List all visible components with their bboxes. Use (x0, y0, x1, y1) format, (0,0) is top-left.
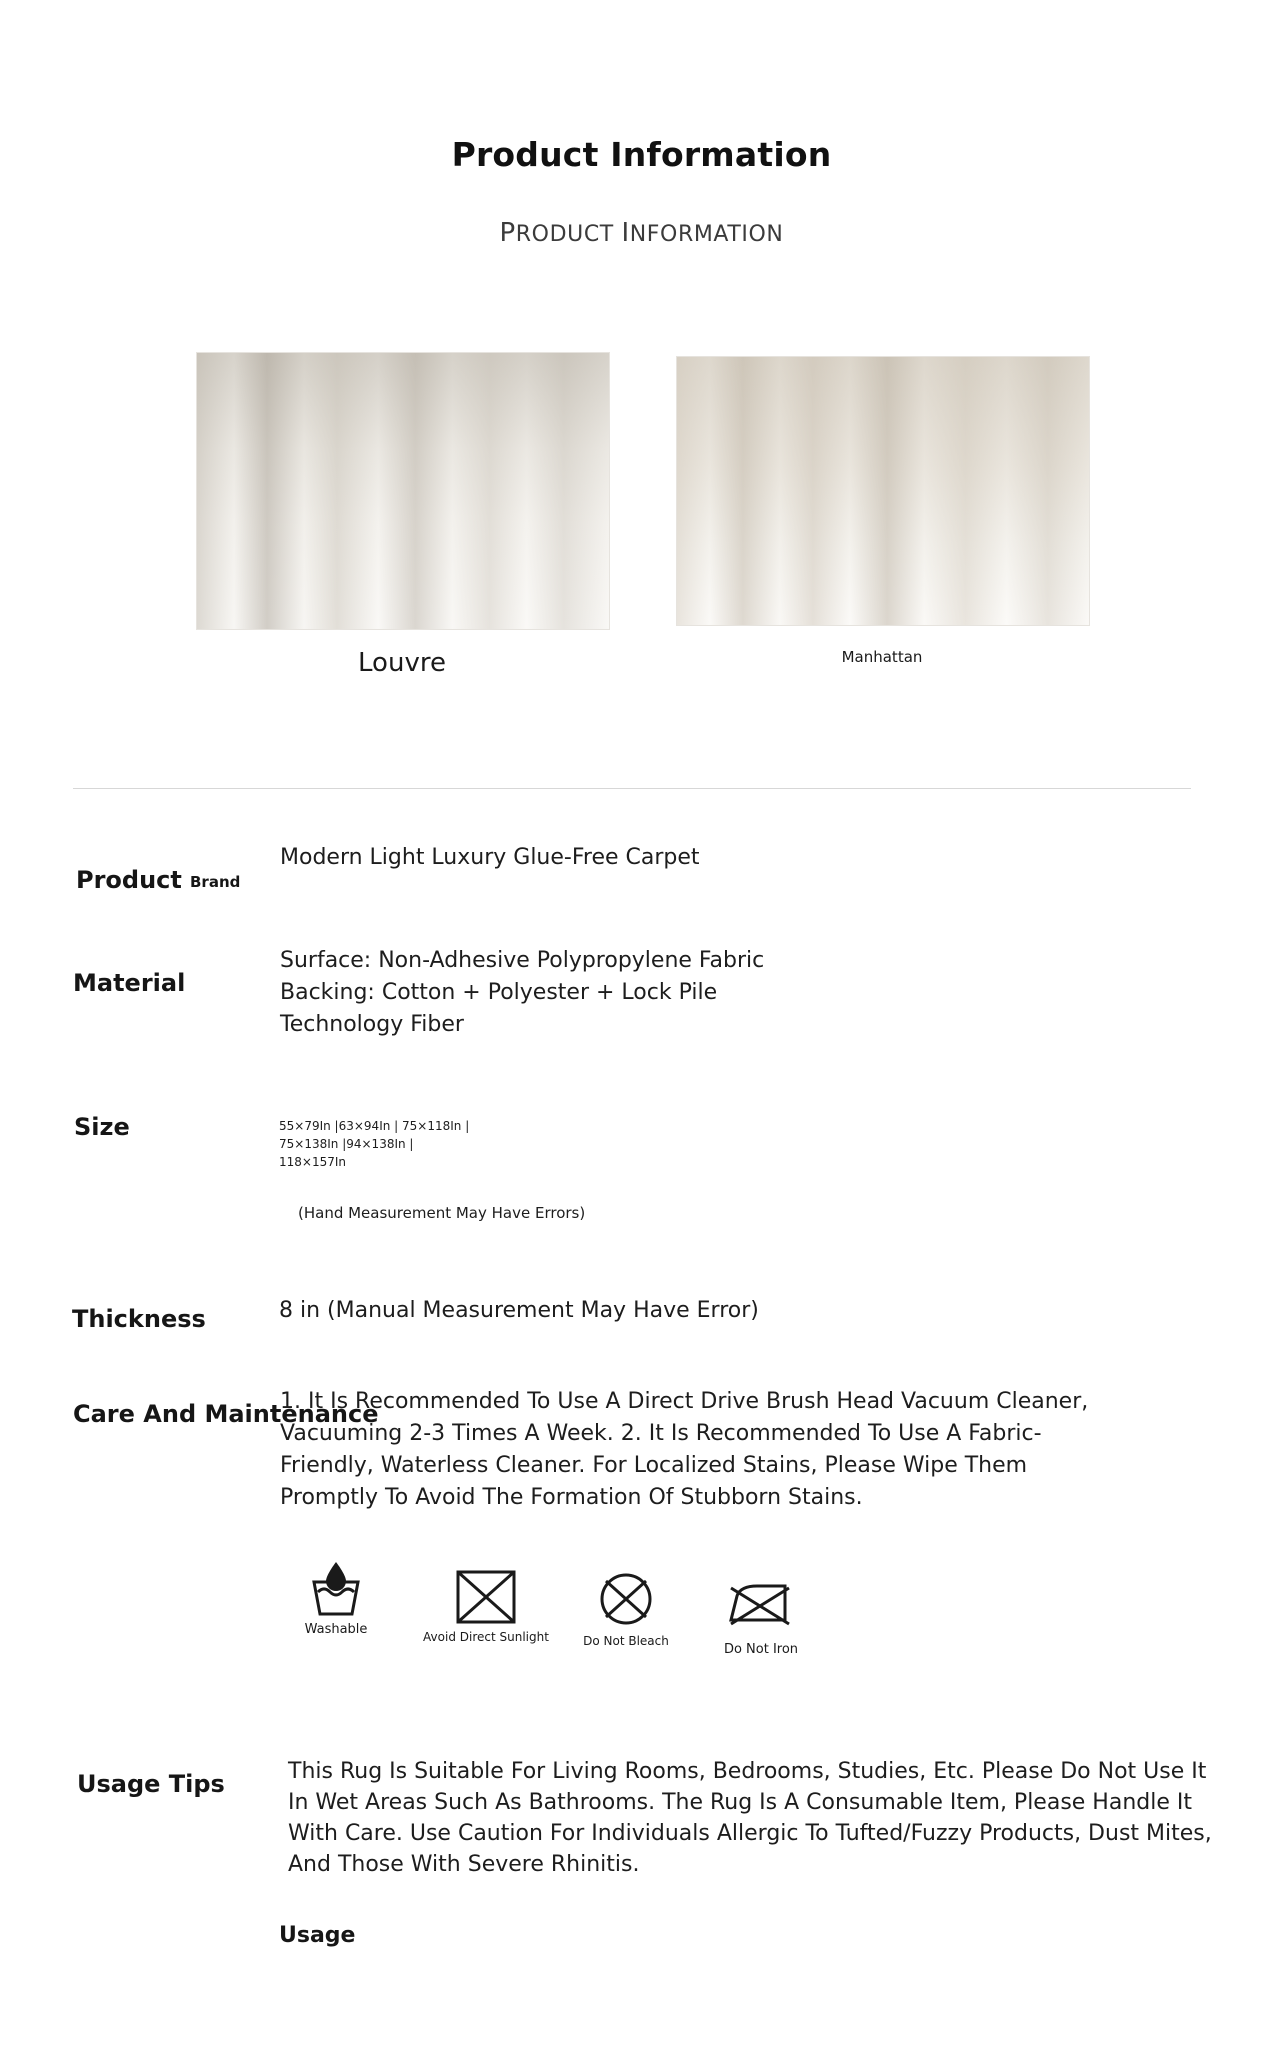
swatch-label-louvre: Louvre (358, 648, 446, 678)
care-icon-washable-label: Washable (304, 1622, 368, 1637)
spec-note-size: (Hand Measurement May Have Errors) (298, 1204, 586, 1222)
spec-label-care: Care And Maintenance (73, 1400, 379, 1428)
spec-label-material: Material (73, 969, 186, 997)
spec-label-brand: Brand (190, 873, 241, 891)
spec-label-usage-tips: Usage Tips (77, 1770, 225, 1798)
care-icon-washable (266, 1558, 406, 1637)
washable-icon (266, 1558, 406, 1622)
care-icon-do-not-iron-label: Do Not Iron (723, 1642, 799, 1657)
subtitle-rest-2: NFORMATION (629, 222, 784, 247)
do-not-bleach-icon (556, 1570, 696, 1634)
subtitle-cap-i: I (621, 218, 630, 248)
swatch-label-manhattan: Manhattan (841, 648, 923, 666)
rug-swatch-louvre (196, 352, 610, 630)
page-title: Product Information (451, 135, 832, 174)
rug-swatch-manhattan (676, 356, 1090, 626)
spec-label-size: Size (74, 1113, 130, 1141)
usage-footer-label: Usage (279, 1923, 356, 1948)
subtitle-cap-p: P (499, 218, 516, 248)
spec-value-thickness: 8 in (Manual Measurement May Have Error) (279, 1298, 759, 1323)
spec-value-size: 55×79In |63×94In | 75×118In | 75×138In |94×138In | 118×157In (279, 1119, 470, 1169)
subtitle-rest-1: RODUCT (515, 222, 622, 247)
care-icon-avoid-direct-sunlight (406, 1566, 566, 1644)
spec-label-thickness: Thickness (72, 1305, 206, 1333)
care-icon-do-not-iron (686, 1578, 836, 1657)
care-icon-avoid-direct-sunlight-label: Avoid Direct Sunlight (423, 1630, 549, 1644)
care-icon-row (266, 1558, 866, 1688)
spec-value-product: Modern Light Luxury Glue-Free Carpet (280, 845, 700, 870)
swatch-gallery (0, 352, 1283, 678)
do-not-iron-icon (686, 1578, 836, 1642)
section-divider (73, 788, 1191, 789)
spec-value-care: 1. It Is Recommended To Use A Direct Drive Brush Head Vacuum Cleaner, Vacuuming 2-3 Times A Week. 2. It Is Recommended To Use A Fabric-Friendly, Waterless Cleaner. For Localized Stains, Please Wipe Them Promptly To Avoid The Formation Of Stubborn Stains. (280, 1389, 1089, 1510)
care-icon-do-not-bleach (556, 1570, 696, 1648)
spec-value-material: Surface: Non-Adhesive Polypropylene Fabric Backing: Cotton + Polyester + Lock Pile Technology Fiber (280, 948, 765, 1037)
avoid-direct-sunlight-icon (406, 1566, 566, 1630)
spec-label-product: Product (76, 866, 182, 894)
care-icon-do-not-bleach-label: Do Not Bleach (583, 1634, 669, 1648)
page-subtitle (0, 218, 1283, 248)
spec-value-usage-tips: This Rug Is Suitable For Living Rooms, Bedrooms, Studies, Etc. Please Do Not Use It In Wet Areas Such As Bathrooms. The Rug Is A Consumable Item, Please Handle It With Care. Use Caution For Individuals Allergic To Tufted/Fuzzy Products, Dust Mites, And Those With Severe Rhinitis. (288, 1759, 1212, 1877)
